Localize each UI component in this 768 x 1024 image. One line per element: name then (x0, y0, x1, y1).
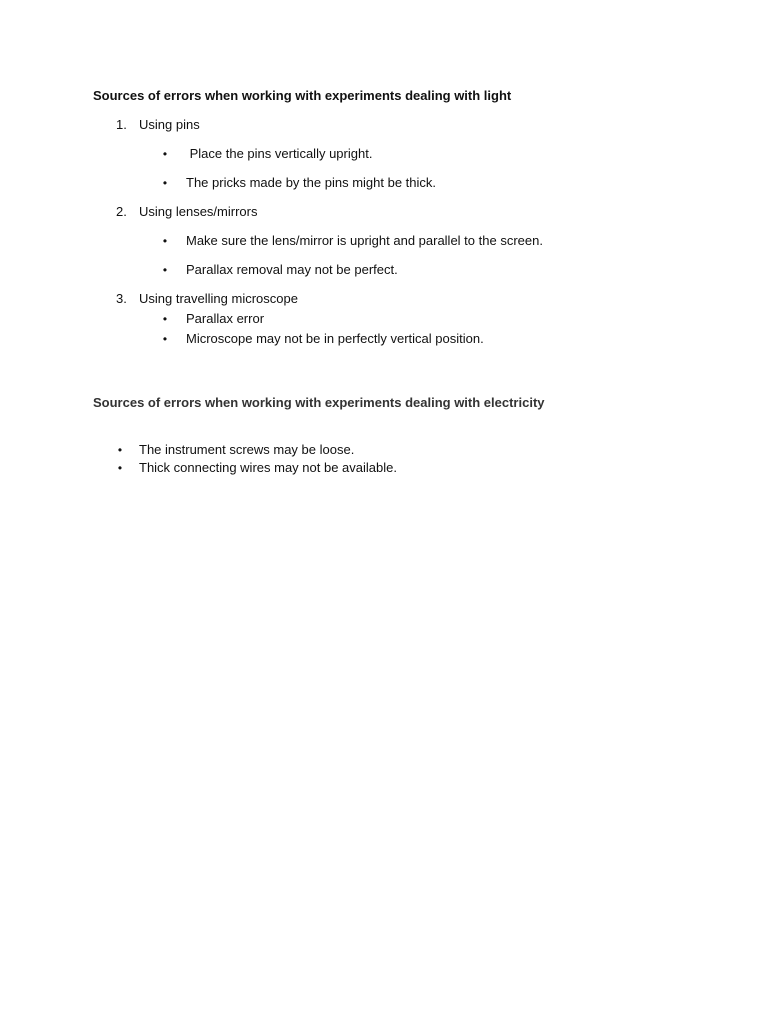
section-1-number: 1. (116, 117, 127, 132)
list-item-text: Microscope may not be in perfectly vertical position. (186, 331, 484, 346)
list-item-text: The pricks made by the pins might be thick. (186, 175, 437, 190)
list-item-text: Parallax error (186, 311, 265, 326)
light-errors-heading: Sources of errors when working with experiments dealing with light (93, 88, 512, 103)
section-3-title: Using travelling microscope (139, 291, 298, 306)
list-item-text: Thick connecting wires may not be available. (139, 460, 397, 475)
bullet-icon: • (162, 332, 168, 346)
bullet-icon: • (117, 443, 123, 457)
bullet-icon: • (162, 312, 168, 326)
section-2-number: 2. (116, 204, 127, 219)
section-2-title: Using lenses/mirrors (139, 204, 258, 219)
electricity-errors-heading: Sources of errors when working with experiments dealing with electricity (93, 395, 545, 410)
list-item-text: Place the pins vertically upright. (186, 146, 373, 161)
section-1-title: Using pins (139, 117, 200, 132)
bullet-icon: • (162, 147, 168, 161)
list-item-text: Parallax removal may not be perfect. (186, 262, 398, 277)
section-3-number: 3. (116, 291, 127, 306)
bullet-icon: • (162, 234, 168, 248)
bullet-icon: • (117, 461, 123, 475)
list-item-text: Make sure the lens/mirror is upright and parallel to the screen. (186, 233, 543, 248)
bullet-icon: • (162, 176, 168, 190)
bullet-icon: • (162, 263, 168, 277)
list-item-text: The instrument screws may be loose. (139, 442, 355, 457)
